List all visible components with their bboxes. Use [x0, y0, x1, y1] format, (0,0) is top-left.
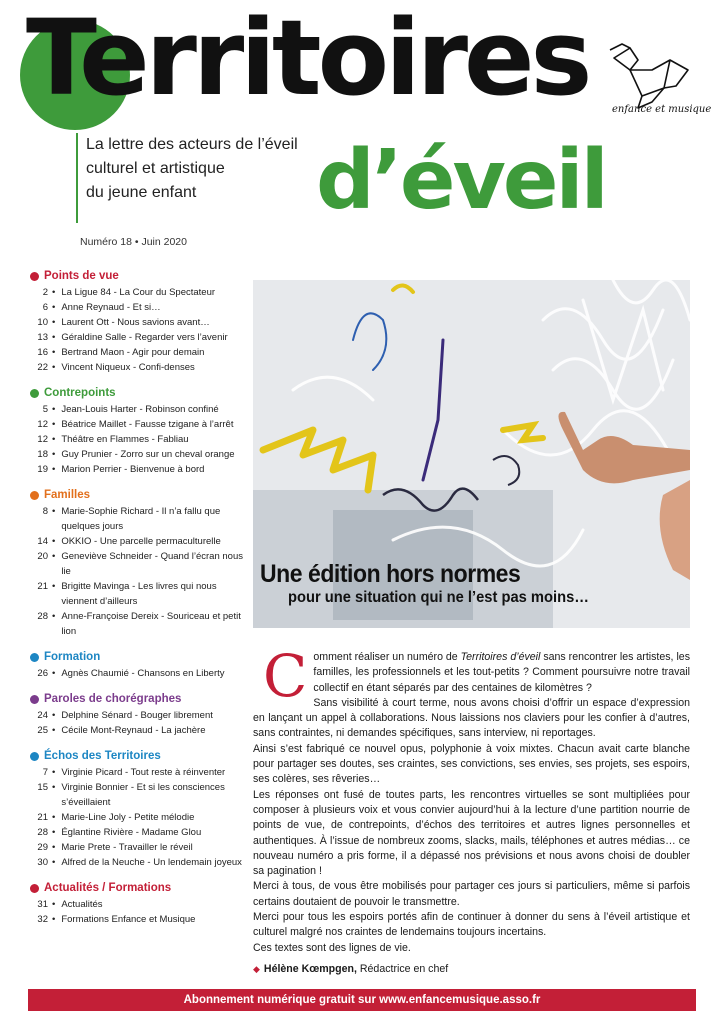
toc-item-title: Cécile Mont-Reynaud - La jachère: [61, 725, 206, 736]
toc-item-title: Géraldine Salle - Regarder vers l’avenir: [61, 332, 228, 343]
toc-item[interactable]: [30, 504, 245, 534]
toc-item[interactable]: [30, 897, 245, 912]
toc-item[interactable]: [30, 825, 245, 840]
toc-item[interactable]: [30, 285, 245, 300]
toc-item[interactable]: [30, 765, 245, 780]
toc-item[interactable]: [30, 330, 245, 345]
toc-item[interactable]: [30, 534, 245, 549]
toc-item[interactable]: [30, 855, 245, 870]
toc-item[interactable]: [30, 810, 245, 825]
bullet-dot-icon: [30, 491, 39, 500]
bullet-icon: •: [52, 317, 56, 328]
toc-item-page: 25: [37, 725, 48, 736]
toc-item-page: 13: [37, 332, 48, 343]
toc-section-label: Échos des Territoires: [44, 750, 161, 762]
toc-section: [30, 750, 245, 870]
toc-item[interactable]: [30, 360, 245, 375]
toc-item[interactable]: [30, 447, 245, 462]
toc-item-title: Formations Enfance et Musique: [61, 914, 196, 925]
editorial-paragraph: Merci pour tous les espoirs portés afin de continuer à donner du sens à l’éveil artistique et culturel malgré nos craintes de lendemains toujours incertains.: [253, 911, 690, 939]
masthead-subtitle: d’éveil: [316, 133, 606, 228]
bullet-icon: •: [52, 347, 56, 358]
intro-before: omment réaliser un numéro de: [313, 651, 461, 663]
title-rest: erritoires: [79, 0, 589, 119]
bullet-dot-icon: [30, 653, 39, 662]
toc-item[interactable]: [30, 666, 245, 681]
bullet-icon: •: [52, 404, 56, 415]
toc-item-title: Brigitte Mavinga - Les livres qui nous viennent d’ailleurs: [61, 581, 217, 607]
toc-item-page: 30: [37, 857, 48, 868]
toc-item-title: La Ligue 84 - La Cour du Spectateur: [61, 287, 216, 298]
bullet-dot-icon: [30, 389, 39, 398]
toc-section: [30, 489, 245, 639]
toc-item[interactable]: [30, 300, 245, 315]
intro-title: Territoires d’éveil: [460, 651, 541, 663]
bullet-icon: •: [52, 767, 56, 778]
hero-headline-box: [260, 560, 680, 608]
toc-item-page: 5: [42, 404, 48, 415]
toc-section-label: Paroles de chorégraphes: [44, 693, 182, 705]
bullet-icon: •: [52, 581, 56, 592]
bullet-icon: •: [52, 551, 56, 562]
toc-section: [30, 387, 245, 477]
toc-item[interactable]: [30, 402, 245, 417]
toc-item-title: Vincent Niqueux - Confi-denses: [61, 362, 195, 373]
editorial-dropcap: C: [263, 642, 308, 710]
toc-item-page: 31: [37, 899, 48, 910]
toc-section-label: Familles: [44, 489, 91, 501]
toc-item[interactable]: [30, 708, 245, 723]
bullet-icon: •: [52, 725, 56, 736]
toc-item-title: OKKIO - Une parcelle permaculturelle: [61, 536, 221, 547]
bullet-icon: •: [52, 362, 56, 373]
logo-text: enfance et musique: [612, 104, 712, 115]
bullet-icon: •: [52, 782, 56, 793]
toc-section-title[interactable]: [30, 882, 245, 894]
toc-section-title[interactable]: [30, 750, 245, 762]
hero-headline: Une édition hors normes: [260, 560, 521, 588]
toc-item[interactable]: [30, 912, 245, 927]
bullet-icon: •: [52, 812, 56, 823]
toc-item[interactable]: [30, 723, 245, 738]
toc-item-title: Virginie Picard - Tout reste à réinventer: [61, 767, 226, 778]
toc-item-title: Théâtre en Flammes - Fabliau: [61, 434, 189, 445]
tagline-line-1: La lettre des acteurs de l’éveil: [86, 136, 298, 153]
toc-item-title: Marie Prete - Travailler le réveil: [61, 842, 193, 853]
bullet-icon: •: [52, 449, 56, 460]
toc-item-page: 20: [37, 551, 48, 562]
toc-item-page: 28: [37, 611, 48, 622]
bullet-icon: •: [52, 611, 56, 622]
toc-item-title: Anne-Françoise Dereix - Souriceau et petit lion: [61, 611, 241, 637]
table-of-contents: [30, 270, 245, 939]
toc-item-title: Guy Prunier - Zorro sur un cheval orange: [61, 449, 235, 460]
bullet-icon: •: [52, 668, 56, 679]
bullet-dot-icon: [30, 272, 39, 281]
toc-item-page: 28: [37, 827, 48, 838]
toc-item-page: 6: [42, 302, 48, 313]
toc-item[interactable]: [30, 462, 245, 477]
toc-item-page: 14: [37, 536, 48, 547]
toc-item-title: Geneviève Schneider - Quand l’écran nous lie: [61, 551, 243, 577]
signature-name: Hélène Kœmpgen,: [263, 962, 357, 975]
toc-section-label: Points de vue: [44, 270, 119, 282]
toc-item-page: 19: [37, 464, 48, 475]
toc-item[interactable]: [30, 417, 245, 432]
toc-section-label: Actualités / Formations: [44, 882, 172, 894]
toc-item-title: Agnès Chaumié - Chansons en Liberty: [61, 668, 225, 679]
toc-item-title: Alfred de la Neuche - Un lendemain joyeux: [61, 857, 242, 868]
toc-item[interactable]: [30, 315, 245, 330]
toc-item-title: Actualités: [61, 899, 103, 910]
toc-item[interactable]: [30, 345, 245, 360]
bullet-icon: •: [52, 914, 56, 925]
tagline-line-3: du jeune enfant: [86, 184, 197, 201]
toc-item-page: 26: [37, 668, 48, 679]
toc-item-page: 18: [37, 449, 48, 460]
toc-item[interactable]: [30, 579, 245, 609]
toc-item-page: 29: [37, 842, 48, 853]
toc-item[interactable]: [30, 780, 245, 810]
intro-after: sans rencontrer les artistes, les familles, les professionnels et les tout-petits ? Comment poursuivre notre travail collectif en étant séparés par des centaines de kilomètres ?: [313, 651, 690, 694]
bullet-dot-icon: [30, 695, 39, 704]
bullet-icon: •: [52, 842, 56, 853]
tagline-box: [76, 133, 316, 223]
toc-item-page: 16: [37, 347, 48, 358]
bullet-dot-icon: [30, 752, 39, 761]
toc-section: [30, 693, 245, 738]
toc-item[interactable]: [30, 432, 245, 447]
toc-section-title[interactable]: [30, 270, 245, 282]
editorial-paragraph: Ainsi s’est fabriqué ce nouvel opus, polyphonie à voix mixtes. Chacun avait carte blanche pour partager ses doutes, ses craintes, ses convictions, ses envies, ses projets, ses espoirs, ses colères, ses rêveries…: [253, 742, 690, 786]
bullet-icon: •: [52, 827, 56, 838]
toc-section: [30, 882, 245, 927]
editorial-paragraph: Ces textes sont des lignes de vie.: [253, 941, 411, 954]
editorial-paragraph: Merci à tous, de vous être mobilisés pour partager ces jours si particuliers, même si parfois certains doutaient de pouvoir le transmettre.: [253, 880, 690, 908]
toc-item[interactable]: [30, 549, 245, 579]
tagline-line-2: culturel et artistique: [86, 160, 225, 177]
diamond-icon: ◆: [253, 963, 260, 974]
toc-item[interactable]: [30, 840, 245, 855]
toc-item-title: Églantine Rivière - Madame Glou: [61, 827, 202, 838]
toc-item-page: 12: [37, 434, 48, 445]
toc-item-page: 21: [37, 581, 48, 592]
toc-item-page: 10: [37, 317, 48, 328]
bullet-icon: •: [52, 464, 56, 475]
editorial: [253, 642, 690, 977]
bullet-dot-icon: [30, 884, 39, 893]
toc-item-page: 2: [42, 287, 48, 298]
toc-section-title[interactable]: [30, 651, 245, 663]
bullet-icon: •: [52, 899, 56, 910]
issue-number: Numéro 18 • Juin 2020: [80, 236, 187, 248]
toc-item-title: Laurent Ott - Nous savions avant…: [61, 317, 210, 328]
bullet-icon: •: [52, 419, 56, 430]
toc-item-title: Virginie Bonnier - Et si les consciences s’éveillaient: [61, 782, 225, 808]
toc-item-page: 32: [37, 914, 48, 925]
toc-item-page: 22: [37, 362, 48, 373]
toc-item-title: Marie-Line Joly - Petite mélodie: [61, 812, 195, 823]
toc-section: [30, 270, 245, 375]
toc-section-title[interactable]: [30, 387, 245, 399]
bullet-icon: •: [52, 506, 56, 517]
hero-subhead: pour une situation qui ne l’est pas moins…: [288, 589, 589, 606]
toc-section-label: Formation: [44, 651, 101, 663]
toc-item-title: Delphine Sénard - Bouger librement: [61, 710, 213, 721]
toc-item-page: 15: [37, 782, 48, 793]
bullet-icon: •: [52, 857, 56, 868]
toc-item-title: Bertrand Maon - Agir pour demain: [61, 347, 205, 358]
bullet-icon: •: [52, 710, 56, 721]
bullet-icon: •: [52, 302, 56, 313]
toc-item-page: 12: [37, 419, 48, 430]
signature: [253, 962, 690, 977]
toc-item-page: 7: [42, 767, 48, 778]
toc-item-title: Marion Perrier - Bienvenue à bord: [61, 464, 205, 475]
subscription-footer-link[interactable]: Abonnement numérique gratuit sur www.enfancemusique.asso.fr: [28, 989, 696, 1011]
editorial-intro: [253, 650, 690, 696]
toc-section-title[interactable]: [30, 693, 245, 705]
masthead-title: [26, 0, 589, 119]
toc-item-title: Anne Reynaud - Et si…: [61, 302, 161, 313]
bullet-icon: •: [52, 332, 56, 343]
toc-section-label: Contrepoints: [44, 387, 116, 399]
bullet-icon: •: [52, 287, 56, 298]
editorial-paragraph: Les réponses ont fusé de toutes parts, les rencontres virtuelles se sont multipliées pour composer à plusieurs voix et vous convier aujourd’hui à la lecture d’une partition nourrie de points de vue, de contrepoints, d’échos des territoires et autres lignes personnelles et authentiques. À l’issue de nombreux zooms, slacks, mails, téléphones et autres médias… ce nouveau numéro a pris forme, il a dépassé nos prévisions et nous avons choisi de doubler sa pagination !: [253, 788, 690, 878]
toc-item-page: 24: [37, 710, 48, 721]
toc-item-title: Jean-Louis Harter - Robinson confiné: [61, 404, 219, 415]
toc-section-title[interactable]: [30, 489, 245, 501]
toc-item-title: Marie-Sophie Richard - Il n’a fallu que quelques jours: [61, 506, 221, 532]
signature-role: Rédactrice en chef: [356, 962, 449, 975]
toc-item[interactable]: [30, 609, 245, 639]
toc-section: [30, 651, 245, 681]
toc-item-title: Béatrice Maillet - Fausse tzigane à l’arrêt: [61, 419, 234, 430]
editorial-paragraph: Sans visibilité à court terme, nous avons choisi d’offrir un espace d’expression en lançant un appel à collaborations. Nous laissions nos claviers pour les confier à d’autres, sans contraintes, ni demandes spécifiques, sans interview, ni reportages.: [253, 696, 690, 740]
bullet-icon: •: [52, 536, 56, 547]
title-first-letter: T: [26, 0, 80, 119]
bullet-icon: •: [52, 434, 56, 445]
toc-item-page: 8: [42, 506, 48, 517]
toc-item-page: 21: [37, 812, 48, 823]
